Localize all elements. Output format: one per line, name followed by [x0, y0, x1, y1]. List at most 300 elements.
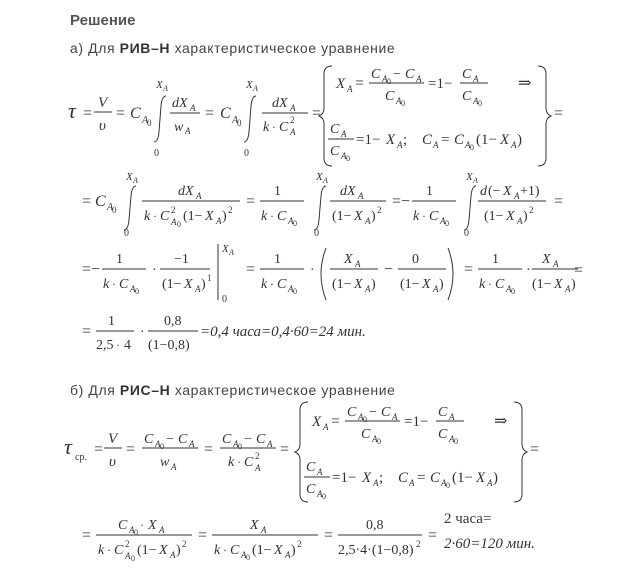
svg-text:k: k: [261, 209, 268, 224]
svg-text:): ): [371, 277, 376, 292]
svg-text:C: C: [95, 193, 106, 210]
svg-text:X: X: [344, 252, 353, 267]
solution-heading: Решение: [70, 12, 136, 29]
svg-text:·: ·: [310, 263, 315, 278]
svg-text:=1−: =1−: [428, 76, 453, 92]
svg-text:0: 0: [124, 228, 129, 239]
svg-text:C: C: [462, 67, 472, 82]
svg-text:): ): [371, 209, 376, 224]
svg-text:X: X: [184, 277, 193, 292]
svg-text:A: A: [341, 151, 347, 161]
svg-text:=: =: [554, 193, 564, 210]
svg-text:k: k: [214, 543, 221, 558]
svg-text:0: 0: [346, 154, 350, 163]
svg-text:): ): [571, 277, 576, 292]
svg-text:A: A: [392, 412, 398, 422]
svg-text:2,5·4·(1−0,8): 2,5·4·(1−0,8): [338, 543, 414, 558]
svg-text:C: C: [220, 105, 231, 122]
svg-text:(1−: (1−: [332, 277, 352, 292]
svg-text:τ: τ: [64, 434, 72, 459]
svg-text:A: A: [396, 96, 402, 106]
svg-text:A: A: [449, 434, 455, 444]
svg-text:): ): [222, 209, 227, 224]
part-b-suffix: характеристическое уравнение: [174, 382, 396, 398]
svg-text:0,8: 0,8: [366, 518, 384, 533]
svg-text:A: A: [285, 550, 291, 560]
svg-text:C: C: [430, 470, 441, 486]
svg-text:=: =: [331, 413, 341, 430]
svg-text:·: ·: [270, 209, 274, 223]
svg-text:=: =: [126, 441, 136, 458]
svg-text:·: ·: [526, 263, 531, 278]
svg-text:·: ·: [153, 209, 157, 223]
svg-text:·: ·: [272, 120, 276, 134]
svg-text:;: ;: [403, 132, 408, 148]
svg-text:0: 0: [454, 437, 458, 446]
svg-text:C: C: [244, 455, 254, 470]
svg-text:X: X: [222, 243, 229, 255]
svg-text:·: ·: [140, 325, 145, 340]
svg-text:0: 0: [246, 553, 250, 562]
svg-text:C: C: [118, 518, 128, 533]
svg-text:X: X: [466, 171, 473, 183]
svg-text:X: X: [126, 171, 133, 183]
svg-text:C: C: [277, 209, 287, 224]
svg-text:0: 0: [293, 219, 297, 228]
svg-text:A: A: [107, 202, 114, 213]
svg-text:A: A: [517, 216, 523, 226]
svg-text:A: A: [229, 248, 234, 257]
equation-b-line-1: [60, 398, 580, 508]
svg-text:C: C: [144, 432, 154, 447]
svg-text:k: k: [261, 277, 268, 292]
svg-text:C: C: [160, 209, 170, 224]
svg-text:0: 0: [222, 294, 227, 305]
svg-text:0: 0: [478, 99, 482, 108]
svg-text:ср.: ср.: [75, 452, 87, 463]
svg-text:k: k: [103, 277, 110, 292]
svg-text:C: C: [371, 67, 381, 82]
part-b-reactor: РИС–Н: [119, 382, 171, 398]
svg-text:X: X: [506, 209, 515, 224]
svg-text:2: 2: [290, 115, 295, 125]
svg-text:C: C: [462, 89, 472, 104]
svg-text:2: 2: [255, 451, 260, 461]
svg-text:A: A: [195, 284, 201, 294]
svg-text:2: 2: [171, 205, 176, 215]
svg-text:A: A: [473, 176, 478, 185]
svg-text:dX: dX: [340, 184, 356, 199]
svg-text:V: V: [108, 431, 118, 447]
svg-text:C: C: [381, 405, 391, 420]
svg-text:0: 0: [446, 481, 450, 490]
svg-text:0: 0: [134, 528, 138, 537]
svg-text:0: 0: [135, 287, 139, 296]
svg-text:υ: υ: [109, 454, 116, 470]
svg-text:): ): [176, 543, 181, 558]
svg-text:·: ·: [107, 543, 111, 557]
svg-text:X: X: [362, 470, 372, 486]
svg-text:−: −: [166, 432, 174, 447]
svg-text:(1−: (1−: [332, 209, 352, 224]
svg-text:τ: τ: [68, 98, 76, 123]
svg-text:C: C: [454, 132, 465, 148]
svg-text:=: =: [312, 105, 322, 122]
svg-text:2: 2: [529, 205, 534, 215]
equation-a-line-1: [60, 60, 580, 170]
svg-text:(1−: (1−: [162, 277, 182, 292]
svg-text:dX: dX: [272, 96, 288, 111]
svg-text:X: X: [205, 209, 214, 224]
svg-text:A: A: [185, 126, 191, 136]
svg-text:k: k: [263, 120, 270, 135]
svg-text:=: =: [82, 527, 92, 544]
svg-text:0: 0: [511, 287, 515, 296]
svg-text:2: 2: [297, 539, 302, 549]
svg-text:): ): [517, 132, 522, 148]
svg-text:C: C: [405, 67, 415, 82]
svg-text:0: 0: [237, 118, 242, 128]
svg-text:A: A: [189, 439, 195, 449]
svg-text:(1−: (1−: [183, 209, 203, 224]
conversion: 0,8: [164, 314, 182, 329]
svg-text:A: A: [365, 284, 371, 294]
svg-text:A: A: [232, 115, 239, 126]
svg-text:C: C: [119, 277, 129, 292]
svg-text:2: 2: [416, 539, 421, 549]
part-a-result: =0,4 часа=0,4·60=24 мин.: [200, 324, 366, 340]
part-b-prefix: б) Для: [70, 382, 116, 398]
svg-text:A: A: [290, 103, 296, 113]
svg-text:=: =: [82, 323, 92, 340]
equation-b-line-2: [60, 508, 500, 568]
svg-text:A: A: [372, 434, 378, 444]
equation-a-line-2: [60, 170, 580, 240]
svg-text:A: A: [358, 412, 364, 422]
svg-text:A: A: [440, 216, 446, 226]
svg-text:A: A: [129, 525, 135, 535]
svg-text:2: 2: [125, 539, 130, 549]
svg-text:⇒: ⇒: [494, 413, 508, 430]
part-a-suffix: характеристическое уравнение: [174, 40, 396, 56]
svg-text:A: A: [159, 525, 165, 535]
svg-text:1: 1: [207, 273, 212, 283]
svg-text:=: =: [94, 441, 104, 458]
svg-text:C: C: [279, 120, 289, 135]
svg-text:=: =: [280, 441, 290, 458]
svg-text:=: =: [205, 105, 215, 122]
svg-text:A: A: [514, 191, 520, 201]
svg-text:=: =: [417, 470, 426, 486]
svg-text:0: 0: [314, 228, 319, 239]
svg-text:A: A: [506, 284, 512, 294]
svg-text:−: −: [369, 405, 377, 420]
svg-text:): ): [493, 470, 498, 486]
svg-text:A: A: [133, 176, 138, 185]
svg-text:w: w: [174, 120, 184, 135]
svg-text:A: A: [341, 129, 347, 139]
svg-text:(1−: (1−: [452, 470, 473, 486]
svg-text:0: 0: [377, 437, 381, 446]
svg-text:A: A: [511, 140, 517, 150]
svg-text:C: C: [385, 89, 395, 104]
svg-text:·: ·: [422, 209, 426, 223]
svg-text:0: 0: [238, 442, 242, 451]
svg-text:·: ·: [152, 263, 157, 278]
svg-text:⇒: ⇒: [518, 75, 532, 92]
svg-text:X: X: [336, 76, 346, 92]
svg-text:A: A: [565, 284, 571, 294]
part-a-reactor: РИВ–Н: [119, 40, 171, 56]
svg-text:=: =: [464, 261, 474, 278]
part-a-label: [70, 40, 395, 56]
svg-text:V: V: [98, 95, 108, 111]
svg-text:C: C: [277, 277, 287, 292]
svg-text:C: C: [429, 209, 439, 224]
equation-a-line-4: [60, 308, 210, 358]
svg-text:=: =: [198, 527, 208, 544]
svg-text:(1−: (1−: [252, 543, 272, 558]
svg-text:=: =: [441, 132, 450, 148]
part-b-result-hours: 2 часа=: [444, 511, 492, 527]
svg-text:A: A: [355, 259, 361, 269]
svg-text:X: X: [476, 470, 486, 486]
svg-text:A: A: [441, 478, 447, 488]
svg-text:υ: υ: [99, 118, 106, 134]
svg-text:0: 0: [160, 442, 164, 451]
svg-text:=1−: =1−: [404, 414, 429, 430]
svg-text:1: 1: [108, 314, 115, 329]
svg-text:A: A: [170, 550, 176, 560]
initial-concentration: 4: [124, 338, 131, 353]
equation-a-line-3-equals: =: [574, 262, 584, 279]
svg-text:A: A: [288, 216, 294, 226]
svg-text:A: A: [347, 84, 353, 94]
svg-text:·: ·: [140, 518, 144, 532]
svg-text:X: X: [503, 184, 512, 199]
svg-text:A: A: [216, 216, 222, 226]
svg-text:+1): +1): [520, 184, 540, 199]
svg-text:dX: dX: [172, 96, 188, 111]
svg-text:0: 0: [177, 220, 181, 229]
svg-text:A: A: [196, 191, 202, 201]
svg-text:;: ;: [379, 470, 384, 486]
svg-text:X: X: [246, 79, 253, 91]
svg-text:A: A: [288, 284, 294, 294]
svg-text:1: 1: [116, 252, 123, 267]
svg-text:1: 1: [426, 184, 433, 199]
svg-text:X: X: [159, 543, 168, 558]
svg-text:X: X: [386, 132, 396, 148]
svg-text:=: =: [82, 193, 92, 210]
svg-text:=: =: [246, 261, 256, 278]
svg-text:0: 0: [112, 205, 117, 215]
part-b-result-minutes: 2·60=120 мин.: [444, 536, 535, 552]
svg-text:): ): [523, 209, 528, 224]
svg-text:=1−: =1−: [356, 132, 381, 148]
svg-text:0: 0: [363, 415, 367, 424]
svg-text:0: 0: [131, 554, 135, 563]
svg-text:C: C: [330, 122, 340, 137]
svg-text:2: 2: [228, 205, 233, 215]
svg-text:=−: =−: [82, 261, 101, 278]
svg-text:X: X: [500, 132, 510, 148]
svg-text:X: X: [422, 277, 431, 292]
svg-text:C: C: [398, 470, 409, 486]
svg-text:X: X: [554, 277, 563, 292]
svg-text:A: A: [255, 463, 261, 473]
svg-text:C: C: [438, 405, 448, 420]
svg-text:(1−: (1−: [532, 277, 552, 292]
svg-text:): ): [201, 277, 206, 292]
svg-text:X: X: [354, 277, 363, 292]
svg-text:C: C: [438, 427, 448, 442]
svg-text:C: C: [178, 432, 188, 447]
svg-text:A: A: [373, 478, 379, 488]
svg-text:A: A: [155, 439, 161, 449]
svg-text:A: A: [317, 467, 323, 477]
svg-text:C: C: [306, 460, 316, 475]
equation-a-line-3: [60, 240, 580, 308]
svg-text:0: 0: [293, 287, 297, 296]
svg-text:A: A: [473, 74, 479, 84]
svg-text:A: A: [323, 422, 329, 432]
svg-text:C: C: [130, 105, 141, 122]
svg-text:=: =: [246, 193, 256, 210]
rate-constant: 2,5: [96, 338, 114, 353]
svg-text:A: A: [409, 478, 415, 488]
svg-text:=: =: [428, 527, 438, 544]
svg-text:A: A: [553, 259, 559, 269]
svg-text:1: 1: [492, 252, 499, 267]
svg-text:C: C: [361, 427, 371, 442]
svg-text:−: −: [384, 261, 394, 278]
svg-text:=: =: [324, 527, 334, 544]
svg-text:0: 0: [387, 77, 391, 86]
svg-text:A: A: [449, 412, 455, 422]
svg-text:A: A: [142, 115, 149, 126]
svg-text:1: 1: [274, 252, 281, 267]
svg-text:A: A: [465, 140, 471, 150]
svg-text:=: =: [530, 441, 540, 458]
svg-text:A: A: [433, 140, 439, 150]
part-b-label: [70, 382, 396, 398]
svg-text:·: ·: [488, 277, 492, 291]
svg-text:X: X: [354, 209, 363, 224]
svg-text:X: X: [316, 171, 323, 183]
svg-text:C: C: [495, 277, 505, 292]
svg-text:A: A: [358, 191, 364, 201]
svg-text:A: A: [433, 284, 439, 294]
svg-text:(1−: (1−: [476, 132, 497, 148]
svg-text:A: A: [267, 439, 273, 449]
svg-text:=−: =−: [392, 193, 411, 210]
svg-text:(1−: (1−: [137, 543, 157, 558]
part-a-prefix: а) Для: [70, 40, 116, 56]
svg-text:): ): [291, 543, 296, 558]
svg-text:k: k: [144, 209, 151, 224]
svg-text:k: k: [228, 455, 235, 470]
svg-text:A: A: [171, 217, 177, 227]
svg-text:A: A: [473, 96, 479, 106]
svg-text:0: 0: [464, 228, 469, 239]
svg-text:0: 0: [412, 252, 419, 267]
svg-text:2: 2: [182, 539, 187, 549]
svg-text:=: =: [83, 105, 93, 122]
svg-text:A: A: [487, 478, 493, 488]
svg-text:C: C: [256, 432, 266, 447]
svg-text:C: C: [114, 543, 124, 558]
svg-text:−: −: [393, 67, 401, 82]
svg-text:dX: dX: [178, 184, 194, 199]
svg-text:k: k: [98, 543, 105, 558]
svg-text:−: −: [244, 432, 252, 447]
svg-text:0: 0: [154, 148, 159, 159]
svg-text:A: A: [416, 74, 422, 84]
svg-text:A: A: [253, 84, 258, 93]
svg-text:C: C: [330, 144, 340, 159]
svg-text:·: ·: [116, 338, 120, 352]
svg-text:X: X: [542, 252, 551, 267]
svg-text:0: 0: [470, 143, 474, 152]
svg-text:0: 0: [401, 99, 405, 108]
svg-text:0: 0: [147, 118, 152, 128]
svg-text:A: A: [397, 140, 403, 150]
svg-text:A: A: [171, 462, 177, 472]
svg-text:0: 0: [322, 492, 326, 501]
svg-text:=: =: [116, 105, 126, 122]
svg-text:0: 0: [445, 219, 449, 228]
svg-text:·: ·: [223, 543, 227, 557]
svg-text:X: X: [250, 518, 259, 533]
svg-text:A: A: [261, 525, 267, 535]
svg-text:k: k: [413, 209, 420, 224]
svg-text:C: C: [422, 132, 433, 148]
svg-text:=: =: [554, 105, 564, 122]
svg-text:d: d: [480, 184, 487, 199]
svg-text:(1−: (1−: [484, 209, 504, 224]
svg-text:=: =: [204, 441, 214, 458]
svg-text:(1−0,8): (1−0,8): [148, 338, 190, 353]
svg-text:A: A: [125, 551, 131, 561]
svg-text:A: A: [323, 176, 328, 185]
svg-text:X: X: [156, 79, 163, 91]
svg-text:X: X: [312, 414, 322, 430]
svg-text:C: C: [306, 482, 316, 497]
svg-text:X: X: [148, 518, 157, 533]
svg-text:·: ·: [237, 455, 241, 469]
svg-text:A: A: [233, 439, 239, 449]
svg-text:(1−: (1−: [400, 277, 420, 292]
svg-text:−1: −1: [174, 252, 189, 267]
svg-text:=: =: [355, 75, 365, 92]
svg-text:C: C: [230, 543, 240, 558]
svg-text:C: C: [347, 405, 357, 420]
svg-text:X: X: [274, 543, 283, 558]
svg-text:A: A: [365, 216, 371, 226]
svg-text:·: ·: [270, 277, 274, 291]
svg-text:k: k: [479, 277, 486, 292]
svg-text:A: A: [290, 127, 296, 137]
svg-text:C: C: [222, 432, 232, 447]
svg-text:): ): [439, 277, 444, 292]
svg-text:1: 1: [274, 184, 281, 199]
svg-text:0: 0: [244, 148, 249, 159]
svg-text:(−: (−: [488, 184, 501, 199]
svg-text:A: A: [190, 103, 196, 113]
svg-text:A: A: [130, 284, 136, 294]
svg-text:2: 2: [377, 205, 382, 215]
